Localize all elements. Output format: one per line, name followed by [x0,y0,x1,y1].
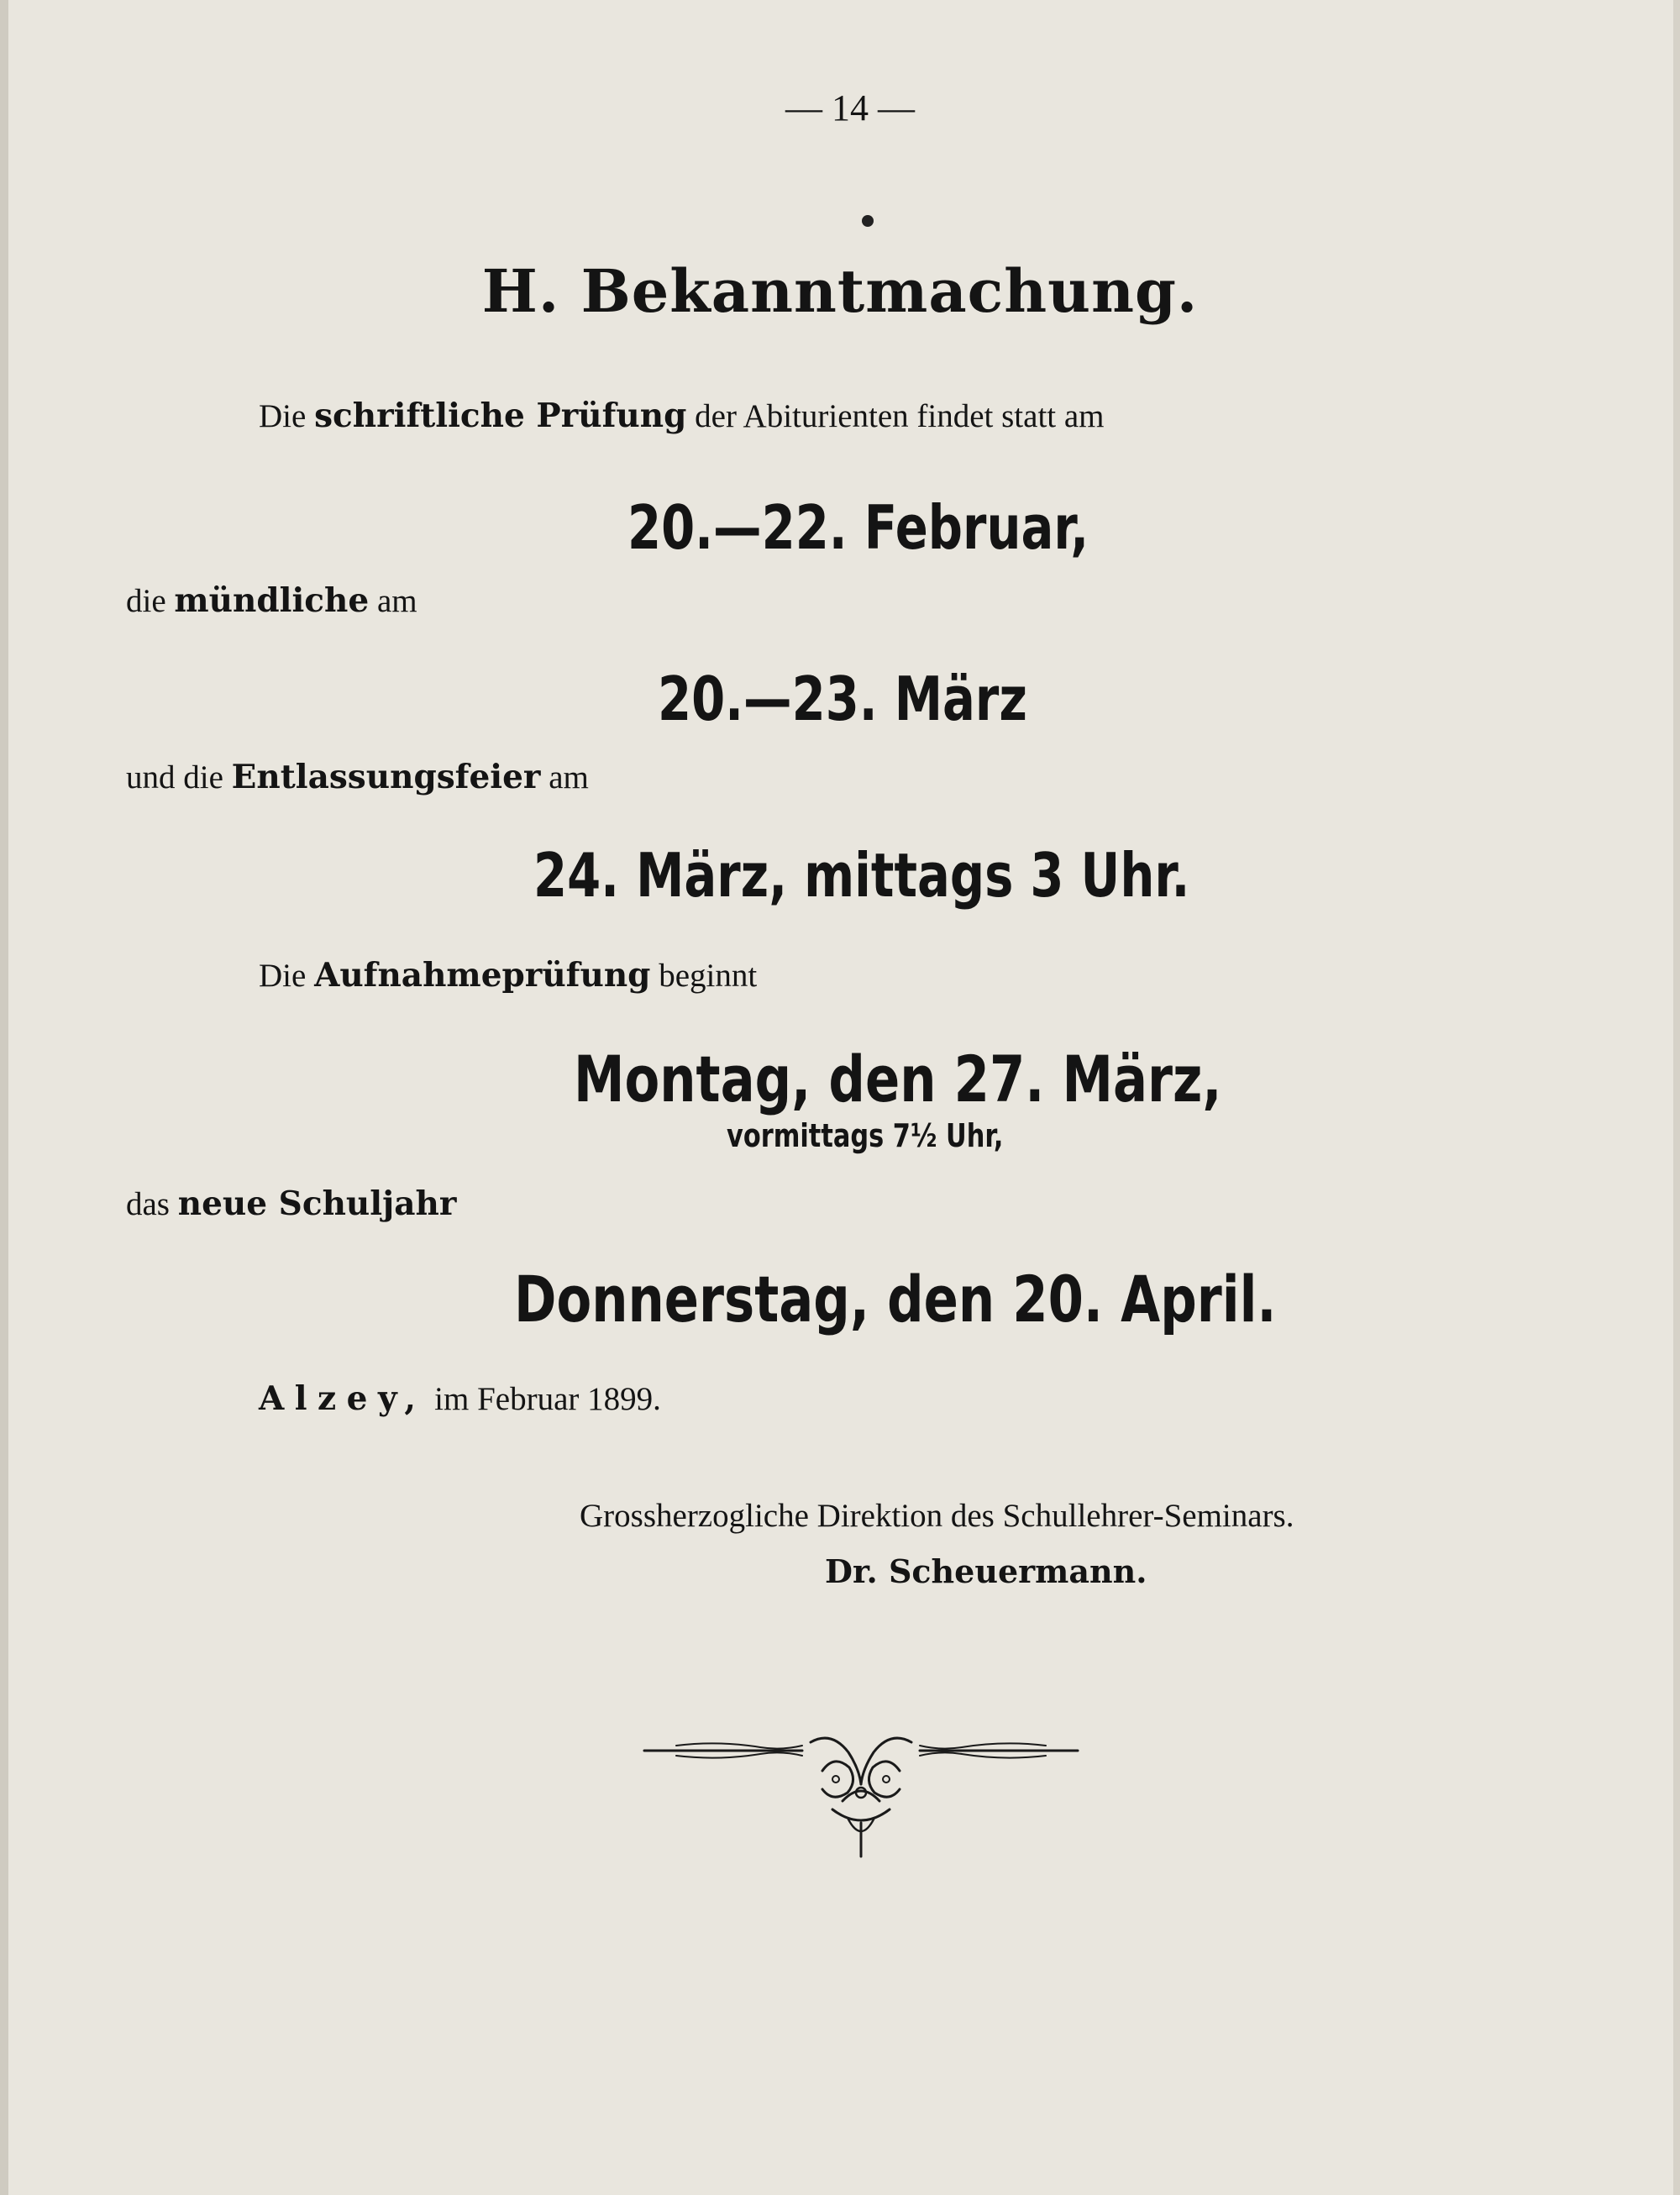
place-name: Alzey, [259,1379,427,1418]
signature-organization: Grossherzogliche Direktion des Schullehrer-Seminars. [580,1498,1294,1534]
school-year-emphasis: neue Schuljahr [177,1184,457,1223]
oral-exam-line [126,581,417,620]
place-date-line [259,1379,661,1418]
oral-exam-emphasis: mündliche [174,581,370,620]
graduation-line [126,758,589,796]
school-year-date: Donnerstag, den 20. April. [514,1262,1277,1336]
school-year-line [126,1184,456,1223]
oral-exam-suffix: am [369,583,417,619]
admission-exam-suffix: beginnt [650,958,758,994]
oral-exam-prefix: die [126,583,175,619]
oral-exam-date: 20.—23. März [658,664,1027,734]
page-number: — 14 — [785,87,915,129]
written-exam-date: 20.—22. Februar, [627,492,1089,563]
written-exam-emphasis: schriftliche Prüfung [314,396,687,435]
signature-name: Dr. Scheuermann. [825,1552,1147,1590]
admission-exam-date: Montag, den 27. März, [574,1042,1222,1116]
admission-exam-time: vormittags 7½ Uhr, [727,1117,1004,1154]
admission-exam-line [259,956,757,995]
written-exam-line [259,396,1105,435]
written-exam-suffix: der Abiturienten findet statt am [686,398,1105,434]
page-title: H. Bekanntmachung. [481,256,1199,326]
school-year-prefix: das [126,1186,178,1222]
graduation-date: 24. März, mittags 3 Uhr. [533,840,1190,911]
graduation-emphasis: Entlassungsfeier [231,758,541,796]
graduation-prefix: und die [126,759,232,796]
admission-exam-prefix: Die [259,958,315,994]
written-exam-prefix: Die [259,398,315,434]
bullet-mark [862,215,874,227]
place-date: im Februar 1899. [426,1381,661,1417]
graduation-suffix: am [540,759,589,796]
ornament-icon [643,1732,1079,1883]
admission-exam-emphasis: Aufnahmeprüfung [314,956,651,995]
